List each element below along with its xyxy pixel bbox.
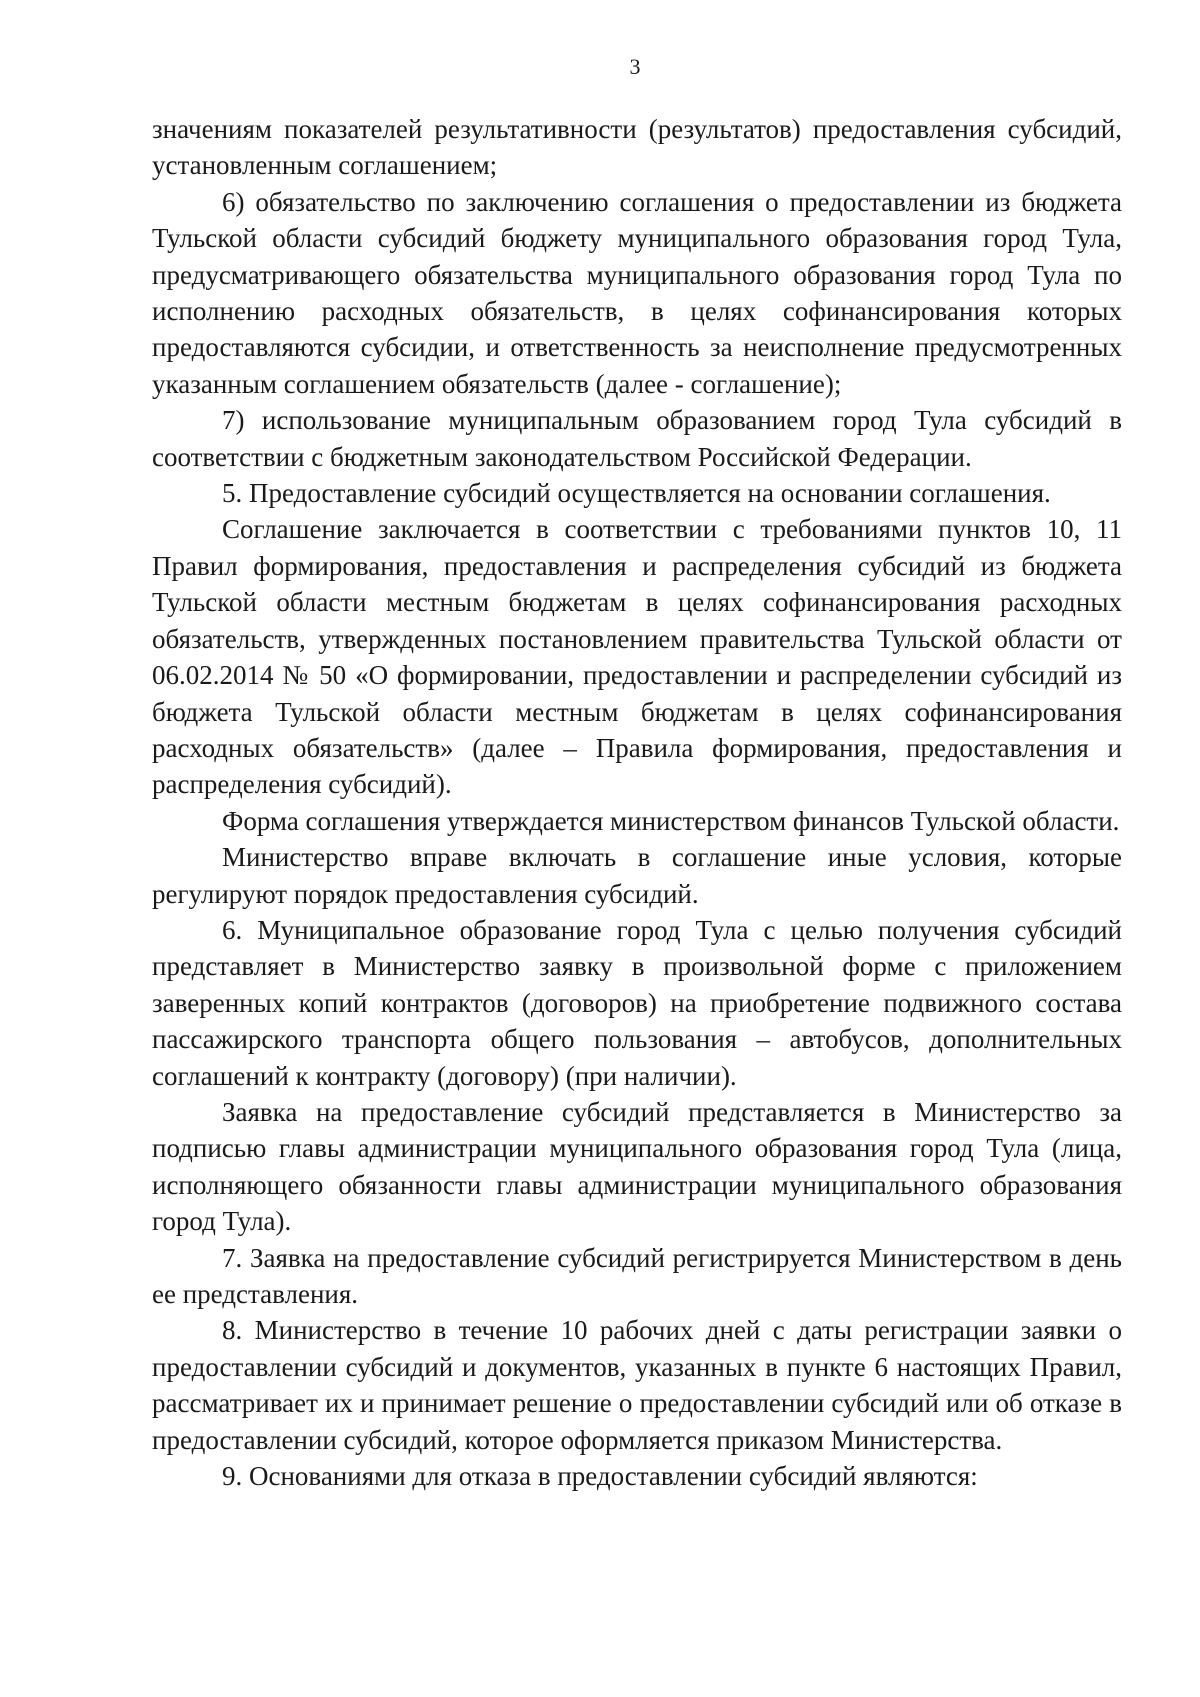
paragraph-clause-6: 6. Муниципальное образование город Тула с целью получения субсидий представляет в Министерство заявку в произвольной форме с приложением заверенных копий контрактов (договоров) на приобретение подвижного состава пассажирского транспорта общего пользования – автобусов, дополнительных соглашений к контракту (договору) (при наличии). [152,914,1122,1091]
paragraph-clause-9: 9. Основаниями для отказа в предоставлении субсидий являются: [222,1461,978,1492]
paragraph-ministry-conditions: Министерство вправе включать в соглашение иные условия, которые регулируют порядок предоставления субсидий. [152,842,1122,909]
paragraph-item-6: 6) обязательство по заключению соглашения о предоставлении из бюджета Тульской области субсидий бюджету муниципального образования город Тула, предусматривающего обязательства муниципального образования город Тула по исполнению расходных обязательств, в целях софинансирования которых предоставляются субсидии, и ответственность за неисполнение предусмотренных указанным соглашением обязательств (далее - соглашение); [152,186,1122,399]
paragraph-clause-7: 7. Заявка на предоставление субсидий регистрируется Министерством в день ее представления. [152,1242,1122,1309]
paragraph-continuation: значениям показателей результативности (результатов) предоставления субсидий, установленным соглашением; [152,114,1122,181]
paragraph-application-signature: Заявка на предоставление субсидий представляется в Министерство за подписью главы администрации муниципального образования город Тула (лица, исполняющего обязанности главы администрации муниципального образования город Тула). [152,1096,1122,1237]
paragraph-item-7: 7) использование муниципальным образованием город Тула субсидий в соответствии с бюджетным законодательством Российской Федерации. [152,405,1122,472]
document-body [152,111,1122,1494]
paragraph-clause-5: 5. Предоставление субсидий осуществляется на основании соглашения. [222,478,1051,509]
paragraph-agreement-conclusion: Соглашение заключается в соответствии с требованиями пунктов 10, 11 Правил формирования, предоставления и распределения субсидий из бюджета Тульской области местным бюджетам в целях софинансирования расходных обязательств, утвержденных постановлением правительства Тульской области от 06.02.2014 № 50 «О формировании, предоставлении и распределении субсидий из бюджета Тульской области местным бюджетам в целях софинансирования расходных обязательств» (далее – Правила формирования, предоставления и распределения субсидий). [152,514,1122,800]
paragraph-clause-8: 8. Министерство в течение 10 рабочих дней с даты регистрации заявки о предоставлении субсидий и документов, указанных в пункте 6 настоящих Правил, рассматривает их и принимает решение о предоставлении субсидий или об отказе в предоставлении субсидий, которое оформляется приказом Министерства. [152,1315,1122,1455]
paragraph-agreement-form: Форма соглашения утверждается министерством финансов Тульской области. [222,805,1120,836]
page-number: 3 [629,54,641,79]
